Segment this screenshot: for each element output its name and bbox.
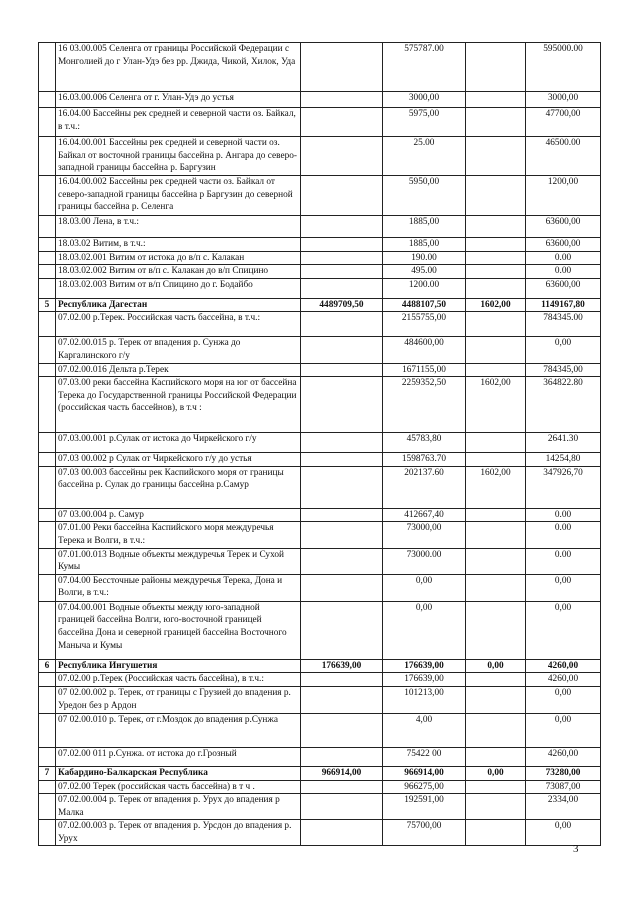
value-col-1 — [301, 337, 383, 363]
value-col-2: 45783,80 — [383, 433, 466, 453]
row-number — [39, 176, 56, 216]
value-col-3: 1602,00 — [466, 298, 526, 312]
row-number — [39, 673, 56, 687]
value-col-3 — [466, 265, 526, 279]
page-number: 3 — [573, 843, 579, 855]
value-col-3: 0,00 — [466, 766, 526, 780]
value-col-3 — [466, 108, 526, 137]
table-row — [39, 601, 601, 659]
row-number — [39, 522, 56, 548]
value-col-1 — [301, 820, 383, 846]
value-col-3 — [466, 747, 526, 766]
value-col-1 — [301, 548, 383, 574]
value-col-4: 73280,00 — [526, 766, 601, 780]
row-number — [39, 92, 56, 108]
row-description: 18.03.02.003 Витим от в/п Спицино до г. Бодайбо — [56, 278, 301, 298]
value-col-4: 63600,00 — [526, 238, 601, 252]
value-col-2: 1200.00 — [383, 278, 466, 298]
value-col-2: 966914,00 — [383, 766, 466, 780]
value-col-2: 1598763.70 — [383, 453, 466, 467]
row-number — [39, 747, 56, 766]
table-row — [39, 108, 601, 137]
row-description: 07.02.00.016 Дельта р.Терек — [56, 363, 301, 377]
value-col-4: 0,00 — [526, 337, 601, 363]
value-col-3 — [466, 548, 526, 574]
row-description: 07.03 00.003 бассейны рек Каспийского моря от границы бассейна р. Сулак до границы бассейна р.Самур — [56, 466, 301, 508]
value-col-1 — [301, 433, 383, 453]
value-col-4: 0,00 — [526, 574, 601, 601]
value-col-2: 0,00 — [383, 601, 466, 659]
value-col-3 — [466, 43, 526, 92]
table-row — [39, 312, 601, 337]
row-description: 07 03.00.004 р. Самур — [56, 508, 301, 522]
value-col-3 — [466, 601, 526, 659]
value-col-1: 176639,00 — [301, 659, 383, 673]
table-row — [39, 522, 601, 548]
row-number — [39, 363, 56, 377]
row-number — [39, 453, 56, 467]
value-col-3 — [466, 713, 526, 747]
region-row — [39, 659, 601, 673]
row-description: 07.02.00.015 р. Терек от впадения р. Сунжа до Каргалинского г/у — [56, 337, 301, 363]
value-col-3 — [466, 794, 526, 820]
value-col-3 — [466, 278, 526, 298]
value-col-2: 966275,00 — [383, 780, 466, 794]
table-row — [39, 548, 601, 574]
row-description: 16.03.00.006 Селенга от г. Улан-Удэ до устья — [56, 92, 301, 108]
row-number — [39, 794, 56, 820]
value-col-4: 595000.00 — [526, 43, 601, 92]
value-col-2: 190.00 — [383, 251, 466, 265]
value-col-4: 2334,00 — [526, 794, 601, 820]
value-col-1: 966914,00 — [301, 766, 383, 780]
value-col-3 — [466, 522, 526, 548]
value-col-2: 495.00 — [383, 265, 466, 279]
table-row — [39, 363, 601, 377]
table-row — [39, 747, 601, 766]
value-col-2: 1671155,00 — [383, 363, 466, 377]
value-col-3 — [466, 176, 526, 216]
value-col-4: 347926,70 — [526, 466, 601, 508]
table-row — [39, 794, 601, 820]
value-col-1 — [301, 780, 383, 794]
row-number: 7 — [39, 766, 56, 780]
value-col-1 — [301, 92, 383, 108]
row-number — [39, 278, 56, 298]
row-number — [39, 251, 56, 265]
value-col-1 — [301, 574, 383, 601]
value-col-3 — [466, 92, 526, 108]
value-col-1 — [301, 377, 383, 433]
table-row — [39, 176, 601, 216]
value-col-2: 101213,00 — [383, 686, 466, 713]
row-description: Республика Дагестан — [56, 298, 301, 312]
value-col-4: 0.00 — [526, 265, 601, 279]
value-col-3: 1602,00 — [466, 377, 526, 433]
value-col-2: 5975,00 — [383, 108, 466, 137]
row-number — [39, 337, 56, 363]
value-col-4: 14254,80 — [526, 453, 601, 467]
row-description: 16.04.00.002 Бассейны рек средней части оз. Байкал от северо-западной границы бассейна р Баргузин до северной границы бассейна р. Селенга — [56, 176, 301, 216]
row-number — [39, 508, 56, 522]
value-col-2: 3000,00 — [383, 92, 466, 108]
value-col-1 — [301, 238, 383, 252]
value-col-1 — [301, 312, 383, 337]
row-description: 07.02.00.003 р. Терек от впадения р. Урсдон до впадения р. Урух — [56, 820, 301, 846]
row-description: 18.03.00 Лена, в т.ч.: — [56, 216, 301, 238]
value-col-1 — [301, 265, 383, 279]
value-col-2: 2155755,00 — [383, 312, 466, 337]
value-col-1: 4489709,50 — [301, 298, 383, 312]
table-row — [39, 686, 601, 713]
value-col-3 — [466, 251, 526, 265]
table-row — [39, 820, 601, 846]
row-number — [39, 137, 56, 176]
value-col-2: 176639,00 — [383, 659, 466, 673]
value-col-4: 0,00 — [526, 713, 601, 747]
value-col-2: 575787.00 — [383, 43, 466, 92]
table-row — [39, 137, 601, 176]
value-col-1 — [301, 176, 383, 216]
table-row — [39, 508, 601, 522]
value-col-4: 73087,00 — [526, 780, 601, 794]
table-row — [39, 574, 601, 601]
value-col-1 — [301, 466, 383, 508]
value-col-2: 4488107,50 — [383, 298, 466, 312]
row-number — [39, 548, 56, 574]
value-col-1 — [301, 794, 383, 820]
value-col-3 — [466, 312, 526, 337]
value-col-4: 3000,00 — [526, 92, 601, 108]
row-number — [39, 574, 56, 601]
value-col-2: 412667,40 — [383, 508, 466, 522]
table-row — [39, 433, 601, 453]
value-col-4: 364822.80 — [526, 377, 601, 433]
row-number — [39, 433, 56, 453]
row-number — [39, 713, 56, 747]
row-number — [39, 216, 56, 238]
value-col-3: 0,00 — [466, 659, 526, 673]
value-col-3 — [466, 363, 526, 377]
table-row — [39, 265, 601, 279]
row-description: 18.03.02 Витим, в т.ч.: — [56, 238, 301, 252]
table-row — [39, 43, 601, 92]
value-col-2: 484600,00 — [383, 337, 466, 363]
row-description: 07.01.00 Реки бассейна Каспийского моря междуречья Терека и Волги, в т.ч.: — [56, 522, 301, 548]
value-col-2: 5950,00 — [383, 176, 466, 216]
value-col-4: 784345,00 — [526, 363, 601, 377]
row-description: 07 02.00.002 р. Терек, от границы с Грузией до впадения р. Уредон без р Ардон — [56, 686, 301, 713]
value-col-4: 0,00 — [526, 820, 601, 846]
row-description: 18.03.02.001 Витим от истока до в/п с. Калакан — [56, 251, 301, 265]
value-col-4: 4260,00 — [526, 747, 601, 766]
row-number — [39, 43, 56, 92]
row-description: 07 02.00.010 р. Терек, от г.Моздок до впадения р.Сунжа — [56, 713, 301, 747]
table-row — [39, 92, 601, 108]
value-col-3 — [466, 508, 526, 522]
value-col-4: 1149167,80 — [526, 298, 601, 312]
value-col-4: 0.00 — [526, 522, 601, 548]
row-description: 18.03.02.002 Витим от в/п с. Калакан до в/п Спицино — [56, 265, 301, 279]
table-row — [39, 278, 601, 298]
value-col-2: 4,00 — [383, 713, 466, 747]
value-col-4: 63600,00 — [526, 278, 601, 298]
value-col-4: 0,00 — [526, 601, 601, 659]
value-col-3 — [466, 238, 526, 252]
row-number — [39, 601, 56, 659]
value-col-2: 176639,00 — [383, 673, 466, 687]
value-col-1 — [301, 522, 383, 548]
value-col-1 — [301, 363, 383, 377]
value-col-1 — [301, 216, 383, 238]
value-col-1 — [301, 508, 383, 522]
row-description: 07.03.00 реки бассейна Каспийского моря на юг от бассейна Терека до Государственной границы Российской Федерации (российская часть бассейнов), в т.ч : — [56, 377, 301, 433]
row-description: Кабардино-Балкарская Республика — [56, 766, 301, 780]
region-row — [39, 766, 601, 780]
table-row — [39, 713, 601, 747]
value-col-2: 75700,00 — [383, 820, 466, 846]
value-col-3 — [466, 820, 526, 846]
value-col-2: 202137.60 — [383, 466, 466, 508]
table-row — [39, 216, 601, 238]
table-row — [39, 780, 601, 794]
value-col-1 — [301, 686, 383, 713]
value-col-2: 0,00 — [383, 574, 466, 601]
table-row — [39, 238, 601, 252]
row-description: 07.03 00.002 р Сулак от Чиркейского г/у до устья — [56, 453, 301, 467]
table-row — [39, 466, 601, 508]
row-number — [39, 780, 56, 794]
row-number — [39, 686, 56, 713]
table-row — [39, 453, 601, 467]
row-description: Республика Ингушетия — [56, 659, 301, 673]
table-row — [39, 251, 601, 265]
value-col-4: 47700,00 — [526, 108, 601, 137]
value-col-2: 2259352,50 — [383, 377, 466, 433]
value-col-3: 1602,00 — [466, 466, 526, 508]
row-description: 07.02.00 р.Терек. Российская часть бассейна, в т.ч.: — [56, 312, 301, 337]
value-col-4: 0.00 — [526, 548, 601, 574]
value-col-3 — [466, 686, 526, 713]
value-col-1 — [301, 713, 383, 747]
value-col-4: 2641.30 — [526, 433, 601, 453]
value-col-3 — [466, 137, 526, 176]
value-col-4: 4260,00 — [526, 673, 601, 687]
value-col-3 — [466, 216, 526, 238]
value-col-2: 25.00 — [383, 137, 466, 176]
row-description: 07.02.00 011 р.Сунжа. от истока до г.Грозный — [56, 747, 301, 766]
row-number — [39, 377, 56, 433]
value-col-2: 192591,00 — [383, 794, 466, 820]
value-col-1 — [301, 43, 383, 92]
value-col-1 — [301, 601, 383, 659]
value-col-2: 75422 00 — [383, 747, 466, 766]
value-col-1 — [301, 278, 383, 298]
value-col-3 — [466, 780, 526, 794]
region-row — [39, 298, 601, 312]
row-number — [39, 238, 56, 252]
table-row — [39, 377, 601, 433]
value-col-3 — [466, 673, 526, 687]
table-row — [39, 337, 601, 363]
value-col-4: 1200,00 — [526, 176, 601, 216]
row-number — [39, 466, 56, 508]
row-description: 16.04.00.001 Бассейны рек средней и северной части оз. Байкал от восточной границы бассейна р. Ангара до северо-западной границы бассейна р. Баргузин — [56, 137, 301, 176]
water-resources-table — [38, 42, 601, 846]
row-description: 07.04.00 Бессточные районы междуречья Терека, Дона и Волги, в т.ч.: — [56, 574, 301, 601]
row-number — [39, 820, 56, 846]
row-description: 07.04.00.001 Водные объекты между юго-западной границей бассейна Волги, юго-восточной границей бассейна Дона и северной границей бассейна Восточного Маныча и Кумы — [56, 601, 301, 659]
row-description: 07.03.00.001 р.Сулак от истока до Чиркейского г/у — [56, 433, 301, 453]
value-col-1 — [301, 673, 383, 687]
value-col-3 — [466, 337, 526, 363]
row-number: 5 — [39, 298, 56, 312]
row-number — [39, 312, 56, 337]
value-col-1 — [301, 453, 383, 467]
value-col-4: 63600,00 — [526, 216, 601, 238]
value-col-4: 0.00 — [526, 508, 601, 522]
value-col-4: 0,00 — [526, 686, 601, 713]
value-col-2: 73000.00 — [383, 548, 466, 574]
value-col-2: 1885,00 — [383, 216, 466, 238]
value-col-3 — [466, 574, 526, 601]
value-col-4: 0.00 — [526, 251, 601, 265]
row-number — [39, 265, 56, 279]
value-col-1 — [301, 108, 383, 137]
value-col-4: 784345.00 — [526, 312, 601, 337]
row-description: 07.02.00 Терек (российская часть бассейна) в т ч . — [56, 780, 301, 794]
row-description: 07.01.00.013 Водные объекты междуречья Терек и Сухой Кумы — [56, 548, 301, 574]
value-col-3 — [466, 433, 526, 453]
value-col-2: 1885,00 — [383, 238, 466, 252]
row-description: 07.02.00.004 р. Терек от впадения р. Урух до впадения р Малка — [56, 794, 301, 820]
row-description: 07.02.00 р.Терек (Российская часть бассейна), в т.ч.: — [56, 673, 301, 687]
value-col-3 — [466, 453, 526, 467]
value-col-4: 46500.00 — [526, 137, 601, 176]
row-number — [39, 108, 56, 137]
value-col-1 — [301, 137, 383, 176]
row-description: 16 03.00.005 Селенга от границы Российской Федерации с Монголией до г Улан-Удэ без рр. Джида, Чикой, Хилок, Уда — [56, 43, 301, 92]
value-col-4: 4260,00 — [526, 659, 601, 673]
value-col-1 — [301, 747, 383, 766]
table-row — [39, 673, 601, 687]
value-col-1 — [301, 251, 383, 265]
row-number: 6 — [39, 659, 56, 673]
value-col-2: 73000,00 — [383, 522, 466, 548]
row-description: 16.04.00 Бассейны рек средней и северной части оз. Байкал, в т.ч.: — [56, 108, 301, 137]
